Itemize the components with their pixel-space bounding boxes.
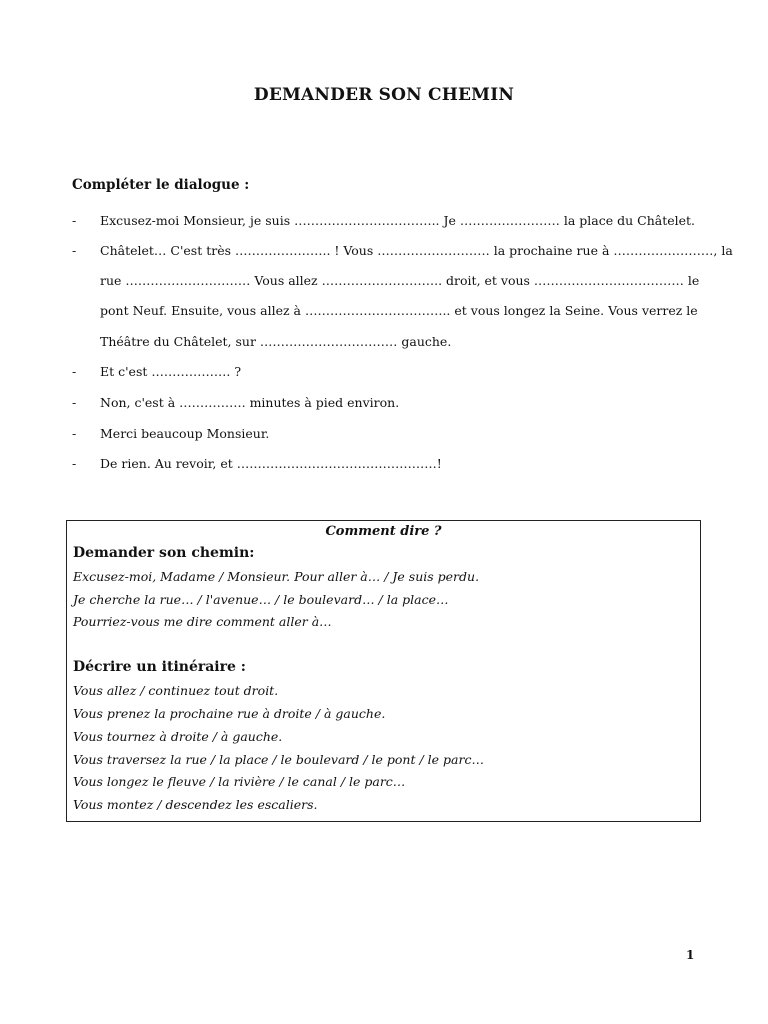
phrase-line: Vous montez / descendez les escaliers. <box>73 797 318 812</box>
dialogue-line-2a: Châtelet… C'est très ………………….. ! Vous ……………………… la prochaine rue à ……………………, la <box>100 243 733 258</box>
dialogue-dash: - <box>72 395 77 410</box>
phrase-line: Vous longez le fleuve / la rivière / le canal / le parc… <box>73 774 406 789</box>
phrase-box-heading-itinerary: Décrire un itinéraire : <box>73 659 246 675</box>
phrase-line: Excusez-moi, Madame / Monsieur. Pour aller à… / Je suis perdu. <box>73 569 480 584</box>
dialogue-dash: - <box>72 426 77 441</box>
dialogue-line-3: Et c'est ………………. ? <box>100 364 242 379</box>
dialogue-line-2b: rue ………………………… Vous allez ……………………….. droit, et vous ……………………………… le <box>100 273 700 288</box>
phrase-line: Pourriez-vous me dire comment aller à… <box>73 614 332 629</box>
dialogue-dash: - <box>72 456 77 471</box>
phrase-line: Vous prenez la prochaine rue à droite / à gauche. <box>73 706 386 721</box>
dialogue-dash: - <box>72 364 77 379</box>
phrase-line: Vous traversez la rue / la place / le boulevard / le pont / le parc… <box>73 752 484 767</box>
phrase-line: Je cherche la rue… / l'avenue… / le boulevard… / la place… <box>73 592 449 607</box>
exercise-instruction: Compléter le dialogue : <box>72 177 250 193</box>
dialogue-line-6: De rien. Au revoir, et …………………………………………! <box>100 456 442 471</box>
page-title: DEMANDER SON CHEMIN <box>253 85 515 105</box>
phrase-box-heading-directions: Demander son chemin: <box>73 545 255 561</box>
dialogue-line-4: Non, c'est à ……………. minutes à pied environ. <box>100 395 400 410</box>
phrase-line: Vous tournez à droite / à gauche. <box>73 729 283 744</box>
dialogue-line-2d: Théâtre du Châtelet, sur …………………………… gauche. <box>100 334 452 349</box>
phrase-line: Vous allez / continuez tout droit. <box>73 683 279 698</box>
dialogue-dash: - <box>72 243 77 258</box>
page-number: 1 <box>686 948 695 962</box>
dialogue-dash: - <box>72 213 77 228</box>
dialogue-line-1: Excusez-moi Monsieur, je suis …………………………….. Je …………………… la place du Châtelet. <box>100 213 696 228</box>
dialogue-line-5: Merci beaucoup Monsieur. <box>100 426 270 441</box>
phrase-box-title: Comment dire ? <box>325 524 442 539</box>
dialogue-line-2c: pont Neuf. Ensuite, vous allez à …………………………….. et vous longez la Seine. Vous verrez le <box>100 303 698 318</box>
